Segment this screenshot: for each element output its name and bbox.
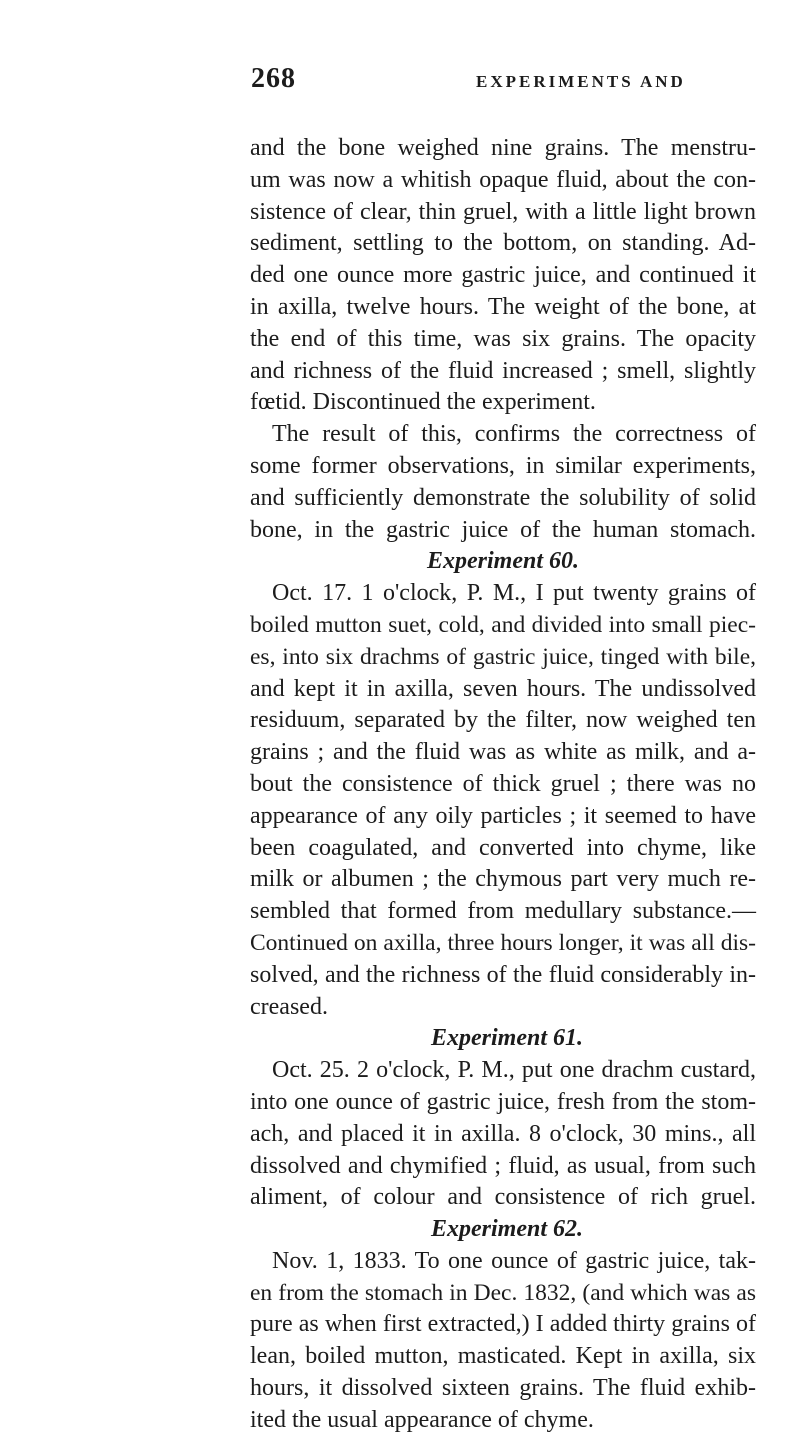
page-header — [251, 63, 760, 103]
text-line: bout the consistence of thick gruel ; there was no — [250, 770, 756, 797]
text-line: ded one ounce more gastric juice, and continued it — [250, 262, 756, 289]
text-line: milk or albumen ; the chymous part very much re- — [250, 866, 756, 893]
text-line: in axilla, twelve hours. The weight of the bone, at — [250, 293, 756, 320]
text-line: en from the stomach in Dec. 1832, (and which was as — [250, 1279, 756, 1306]
text-line: and kept it in axilla, seven hours. The undissolved — [250, 675, 756, 702]
text-line: pure as when first extracted,) I added thirty grains of — [250, 1311, 756, 1338]
text-line: bone, in the gastric juice of the human stomach. — [250, 516, 756, 543]
text-line: and richness of the fluid increased ; smell, slightly — [250, 357, 756, 384]
text-line: Oct. 25. 2 o'clock, P. M., put one drachm custard, — [272, 1057, 756, 1084]
text-line: um was now a whitish opaque fluid, about the con- — [250, 166, 756, 193]
text-line: and the bone weighed nine grains. The menstru- — [250, 135, 756, 161]
text-line: lean, boiled mutton, masticated. Kept in axilla, six — [250, 1343, 756, 1370]
text-line: sediment, settling to the bottom, on standing. Ad- — [250, 230, 756, 257]
text-line: hours, it dissolved sixteen grains. The fluid exhib- — [250, 1375, 756, 1402]
text-line: sistence of clear, thin gruel, with a little light brown — [250, 198, 756, 225]
page-number: 268 — [251, 63, 296, 94]
text-line: solved, and the richness of the fluid considerably in- — [250, 961, 756, 988]
text-line: ach, and placed it in axilla. 8 o'clock, 30 mins., all — [250, 1120, 756, 1147]
body-text — [250, 133, 756, 1437]
text-line: some former observations, in similar experiments, — [250, 452, 756, 479]
text-line: ited the usual appearance of chyme. — [250, 1406, 594, 1433]
text-line: grains ; and the fluid was as white as milk, and a- — [250, 739, 756, 766]
text-line: Oct. 17. 1 o'clock, P. M., I put twenty grains of — [272, 580, 756, 607]
text-line: boiled mutton suet, cold, and divided into small piec- — [250, 611, 756, 638]
text-line: Continued on axilla, three hours longer, it was all dis- — [250, 929, 756, 956]
text-line: into one ounce of gastric juice, fresh from the stom- — [250, 1088, 756, 1115]
text-line: residuum, separated by the filter, now weighed ten — [250, 707, 756, 734]
text-line: been coagulated, and converted into chyme, like — [250, 834, 756, 861]
experiment-heading: Experiment 60. — [426, 548, 579, 575]
text-line: The result of this, confirms the correctness of — [272, 421, 756, 448]
text-line: fœtid. Discontinued the experiment. — [250, 389, 596, 416]
text-line: es, into six drachms of gastric juice, tinged with bile, — [250, 643, 756, 670]
text-line: sembled that formed from medullary substance.— — [250, 898, 756, 925]
text-line: dissolved and chymified ; fluid, as usual, from such — [250, 1152, 756, 1179]
running-head: EXPERIMENTS AND — [476, 72, 686, 91]
text-line: creased. — [250, 993, 328, 1020]
text-line: appearance of any oily particles ; it seemed to have — [250, 802, 756, 829]
text-line: and sufficiently demonstrate the solubility of solid — [250, 484, 756, 511]
text-line: the end of this time, was six grains. The opacity — [250, 325, 756, 352]
experiment-heading: Experiment 61. — [430, 1025, 583, 1052]
text-line: Nov. 1, 1833. To one ounce of gastric juice, tak- — [272, 1247, 756, 1274]
experiment-heading: Experiment 62. — [430, 1216, 583, 1243]
text-line: aliment, of colour and consistence of rich gruel. — [250, 1184, 756, 1211]
